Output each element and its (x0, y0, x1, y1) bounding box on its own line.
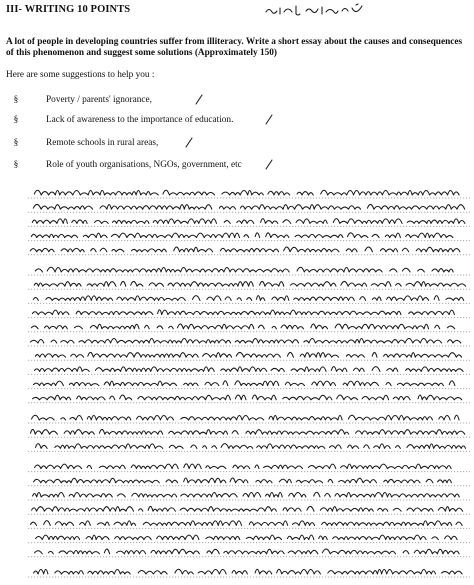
handwriting-line (35, 464, 458, 469)
handwriting-line (31, 324, 459, 329)
section-bullet: § (13, 160, 19, 170)
suggestion-text: Lack of awareness to the importance of education. (46, 115, 234, 125)
handwriting-line (34, 569, 463, 574)
section-bullet: § (13, 138, 19, 148)
suggestions-intro: Here are some suggestions to help you : (6, 70, 155, 80)
handwriting-line (35, 267, 459, 272)
handwriting-line (31, 233, 453, 238)
handwriting-line (35, 352, 461, 357)
handwriting-line (34, 190, 459, 195)
suggestion-text: Remote schools in rural areas, (46, 138, 159, 148)
handwriting-line (33, 395, 468, 400)
handwriting-line (34, 478, 457, 483)
handwriting-line (33, 204, 464, 209)
handwriting-line (32, 415, 460, 420)
handwriting-line (33, 492, 460, 497)
writing-prompt: A lot of people in developing countries suffer from illiteracy. Write a short essay about the causes and consequences of this phenomenon and suggest some solutions (Approximately 150) (6, 37, 463, 58)
handwriting-line (30, 247, 460, 252)
handwriting-line (31, 429, 465, 434)
handwriting-line (34, 367, 463, 372)
handwriting-line (36, 444, 466, 449)
handwriting-line (33, 296, 463, 301)
handwriting-line (32, 506, 463, 511)
handwriting-strokes (30, 190, 471, 582)
checkmark-icon (194, 93, 204, 105)
handwritten-essay (0, 182, 474, 582)
checkmark-icon (264, 158, 274, 170)
suggestion-text: Role of youth organisations, NGOs, government, etc (46, 160, 242, 170)
handwriting-line (30, 339, 460, 344)
handwriting-line (32, 310, 454, 315)
student-name-signature (262, 2, 370, 18)
checkmark-icon (264, 113, 274, 125)
handwriting-line (32, 219, 465, 224)
handwriting-line (34, 381, 455, 386)
handwriting-line (35, 549, 460, 554)
suggestion-text: Poverty / parents' ignorance, (46, 95, 152, 105)
section-bullet: § (13, 115, 19, 125)
handwriting-line (31, 521, 468, 526)
checkmark-icon (184, 136, 194, 148)
section-title: III- WRITING 10 POINTS (6, 4, 131, 15)
handwriting-line (36, 535, 458, 540)
handwriting-line (34, 281, 471, 286)
section-bullet: § (13, 95, 19, 105)
